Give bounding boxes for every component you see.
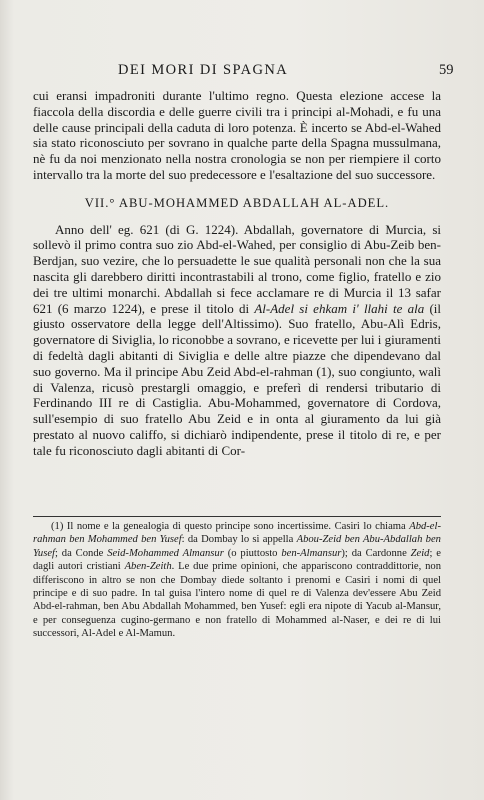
section-heading: VII.° ABU-MOHAMMED ABDALLAH AL-ADEL. (84, 195, 390, 210)
footnote-name-italic: Abd-el-rahman ben Mohammed ben Yusef (33, 521, 441, 546)
paragraph-text: Anno dell' eg. 621 (di G. 1224). Abdallah, governatore di Murcia, si sollevò il primo contra suo zio Abd-el-Wahed, per consiglio di Abu-Zeib ben-Berdjan, suo vezire, che lo persuadette le sue qualità personali non che la sua nascita gli darebbero diritti incontrastabili al trono, come figlio, fratello e zio dei tre ultimi monarchi. Abdallah si fece acclamare re di Murcia il 13 safar 621 (6 marzo 1224), e prese il titolo di (33, 221, 441, 316)
footnote-span: ); da Cardonne (341, 547, 411, 559)
paragraph-continuation: cui eransi impadroniti durante l'ultimo regno. Questa elezione accese la fiaccola della discordia e delle guerre civili tra i principi al-Mohadi, e fu una delle cause principali della caduta di loro potenza. È incerto se Abd-el-Wahed sia stato riconosciuto per sovrano in qualche parte della Spagna mussulmana, nè fu da noi menzionato nella nostra cronologia se non per riempiere il corto intervallo tra la morte del suo predecessore e l'esaltazione del suo successore. (33, 88, 441, 182)
footnote-span: : da Dombay lo si appella (181, 534, 297, 546)
footnote-span: ; e dagli autori cristiani (33, 547, 441, 573)
arabic-title-italic: Al-Adel si ehkam i' llahi te ala (254, 300, 425, 316)
footnote-name-italic: Abou-Zeid ben Abu-Abdallah ben Yusef (33, 534, 441, 559)
footnote-span: (o piuttosto (223, 547, 282, 559)
footnote-name-italic: Aben-Zeith (124, 561, 172, 573)
running-title: DEI MORI DI SPAGNA (118, 62, 289, 78)
paragraph-text: (il giusto osservatore della legge dell'Altissimo). Suo fratello, Abu-Alì Edris, governatore di Siviglia, lo riconobbe a sovrano, e ricevette per lui i giuramenti di fedeltà dagli abitanti di Siviglia e delle altre piazze che dipendevano dal suo governo. Ma il principe Abu Zeid Abd-el-rahman (1), suo congiunto, walì di Valenza, ricusò prestargli omaggio, e preferì di rendersi tributario di Ferdinando III re di Castiglia. Abu-Mohammed, governatore di Cordova, sull'esempio di suo fratello Abu Zeid e in onta al giuramento da lui già prestato al nuovo califfo, si dichiarò indipendente, prese il titolo di re, e per tale fu riconosciuto dagli abitanti di Cor- (33, 300, 441, 458)
page-number: 59 (439, 62, 454, 78)
footnote-name-italic: Zeid (410, 547, 430, 559)
footnote-name-italic: Seid-Mohammed Almansur (107, 547, 224, 559)
footnote (33, 520, 441, 641)
footnote-span: ; da Conde (54, 547, 108, 559)
footnote-text (33, 520, 441, 641)
footnote-span: . Le due prime opinioni, che appariscono contraddittorie, non differiscono in altro se non che Dombay diede soltanto i prenomi e Casiri i nomi di quel principe e di suo padre. In tal guisa l'intero nome di quel re di Valenza dev'essere Abu Zeid Abd-el-rahman, ben Abu Abdallah Mohammed, ben Yusef: egli era nipote di Yacub al-Mansur, e per conseguenza cugino-germano e non fratello di Mohammed al-Naser, e dei re di lui successori, Al-Adel e Al-Mamun. (33, 561, 441, 640)
footnote-rule (33, 516, 441, 517)
footnote-span: (1) Il nome e la genealogia di questo principe sono incertissime. Casiri lo chiama (51, 521, 410, 532)
footnote-name-italic: ben-Almansur (281, 547, 342, 559)
main-text (33, 88, 441, 459)
page-header (0, 62, 484, 84)
paragraph-reign (33, 222, 441, 459)
